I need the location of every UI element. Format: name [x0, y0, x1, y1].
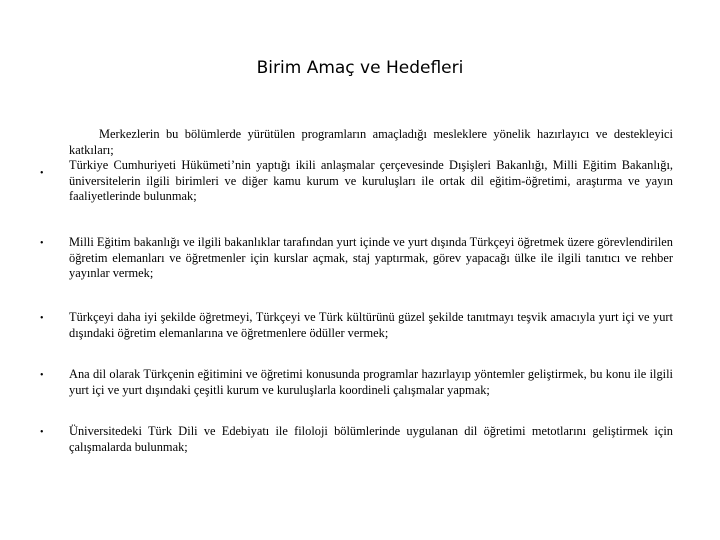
bullet-text: Ana dil olarak Türkçenin eğitimini ve öğretimi konusunda programlar hazırlayıp yöntemler geliştirmek, bu konu ile ilgili yurt içi ve yurt dışındaki çeşitli kurum ve kuruluşlarla koordineli çalışmalar yapmak; — [69, 367, 673, 397]
bullet-icon: • — [40, 370, 44, 381]
intro-paragraph: Merkezlerin bu bölümlerde yürütülen programların amaçladığı mesleklere yönelik hazırlayıcı ve destekleyici katkıları; — [69, 127, 673, 157]
bullet-icon: • — [40, 313, 44, 324]
slide-title: Birim Amaç ve Hedefleri — [256, 58, 464, 78]
bullet-icon: • — [40, 427, 44, 438]
bullet-text: Üniversitedeki Türk Dili ve Edebiyatı ile filoloji bölümlerinde uygulanan dil öğretimi metotlarını geliştirmek için çalışmalarda bulunmak; — [69, 424, 673, 454]
bullet-text: Türkiye Cumhuriyeti Hükümeti’nin yaptığı ikili anlaşmalar çerçevesinde Dışişleri Bakanlığı, Milli Eğitim Bakanlığı, üniversitelerin ilgili birimleri ve diğer kamu kurum ve kuruluşları ile ortak dil eğitim-öğretimi, araştırma ve yayın faaliyetlerinde bulunmak; — [69, 158, 673, 203]
bullet-icon: • — [40, 168, 44, 179]
bullet-text: Türkçeyi daha iyi şekilde öğretmeyi, Türkçeyi ve Türk kültürünü güzel şekilde tanıtmayı teşvik amacıyla yurt içi ve yurt dışındaki öğretim elemanlarına ve öğretmenlere ödüller vermek; — [69, 310, 673, 340]
bullet-icon: • — [40, 238, 44, 249]
bullet-text: Milli Eğitim bakanlığı ve ilgili bakanlıklar tarafından yurt içinde ve yurt dışında Türkçeyi öğretmek üzere görevlendirilen öğretim elemanları ve öğretmenler için kurslar açmak, staj yaptırmak, görev yapacağı ülke ile ilgili tanıtıcı ve rehber yayınlar vermek; — [69, 235, 673, 280]
